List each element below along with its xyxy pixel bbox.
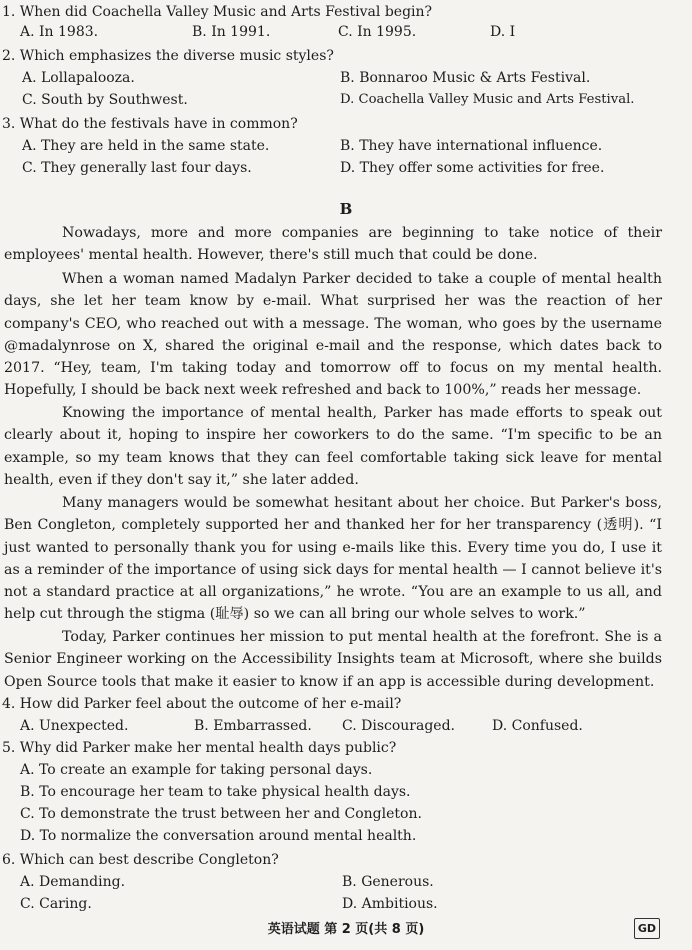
- question-1-option-c: C. In 1995.: [338, 24, 417, 40]
- question-1-option-a: A. In 1983.: [20, 24, 99, 40]
- gd-badge: GD: [634, 918, 660, 939]
- passage-paragraph-5: Today, Parker continues her mission to put mental health at the forefront. She is a Senior Engineer working on the Accessibility Insights team at Microsoft, where she builds Open Source tools that make it easier to know if an app is accessible during development.: [4, 629, 662, 690]
- question-5-option-d: D. To normalize the conversation around mental health.: [20, 828, 417, 844]
- question-3-option-b: B. They have international influence.: [340, 138, 603, 154]
- passage-paragraph-4: Many managers would be somewhat hesitant about her choice. But Parker's boss, Ben Congleton, completely supported her and thanked her for her transparency (透明). “I just wanted to personally thank you for using e-mails like this. Every time you do, I use it as a reminder of the importance of using sick days for mental health — I cannot believe it's not a standard practice at all organizations,” he wrote. “You are an example to us all, and help cut through the stigma (耻辱) so we can all bring our whole selves to work.”: [4, 495, 662, 623]
- question-3-stem: 3. What do the festivals have in common?: [2, 116, 298, 132]
- question-6-option-b: B. Generous.: [342, 874, 434, 890]
- question-3-option-c: C. They generally last four days.: [22, 160, 252, 176]
- question-6-option-c: C. Caring.: [20, 896, 92, 912]
- question-5-stem: 5. Why did Parker make her mental health days public?: [2, 740, 397, 756]
- question-4-option-a: A. Unexpected.: [20, 718, 129, 734]
- question-6-stem: 6. Which can best describe Congleton?: [2, 852, 279, 868]
- question-4-option-c: C. Discouraged.: [342, 718, 455, 734]
- question-2-option-b: B. Bonnaroo Music & Arts Festival.: [340, 70, 591, 86]
- passage-paragraph-1: Nowadays, more and more companies are beginning to take notice of their employees' mental health. However, there's still much that could be done.: [4, 225, 662, 264]
- question-1-option-b: B. In 1991.: [192, 24, 271, 40]
- passage-paragraph-2: When a woman named Madalyn Parker decided to take a couple of mental health days, she let her team know by e-mail. What surprised her was the reaction of her company's CEO, who reached out with a message. The woman, who goes by the username @madalynrose on X, shared the original e-mail and the response, which dates back to 2017. “Hey, team, I'm taking today and tomorrow off to focus on my mental health. Hopefully, I should be back next week refreshed and back to 100%,” reads her message.: [4, 271, 662, 399]
- question-2-option-a: A. Lollapalooza.: [22, 70, 135, 86]
- question-3-option-a: A. They are held in the same state.: [22, 138, 270, 154]
- question-5-option-b: B. To encourage her team to take physical health days.: [20, 784, 411, 800]
- question-3-option-d: D. They offer some activities for free.: [340, 160, 605, 176]
- question-4-option-d: D. Confused.: [492, 718, 583, 734]
- passage-paragraph-3: Knowing the importance of mental health, Parker has made efforts to speak out clearly about it, hoping to inspire her coworkers to do the same. “I'm specific to be an example, so my team knows that they can feel comfortable taking sick leave for mental health, even if they don't say it,” she later added.: [4, 405, 662, 488]
- question-2-option-d: D. Coachella Valley Music and Arts Festival.: [340, 92, 635, 107]
- question-6-option-d: D. Ambitious.: [342, 896, 438, 912]
- section-b-heading: B: [339, 200, 353, 218]
- question-1-stem: 1. When did Coachella Valley Music and Arts Festival begin?: [2, 4, 433, 20]
- question-5-option-a: A. To create an example for taking personal days.: [20, 762, 373, 778]
- page-footer: 英语试题 第 2 页(共 8 页): [267, 922, 425, 937]
- question-2-option-c: C. South by Southwest.: [22, 92, 188, 108]
- question-6-option-a: A. Demanding.: [20, 874, 126, 890]
- question-2-stem: 2. Which emphasizes the diverse music styles?: [2, 48, 334, 64]
- question-5-option-c: C. To demonstrate the trust between her and Congleton.: [20, 806, 422, 822]
- question-1-option-d: D. I: [490, 24, 516, 40]
- question-4-stem: 4. How did Parker feel about the outcome of her e-mail?: [2, 696, 402, 712]
- question-4-option-b: B. Embarrassed.: [194, 718, 312, 734]
